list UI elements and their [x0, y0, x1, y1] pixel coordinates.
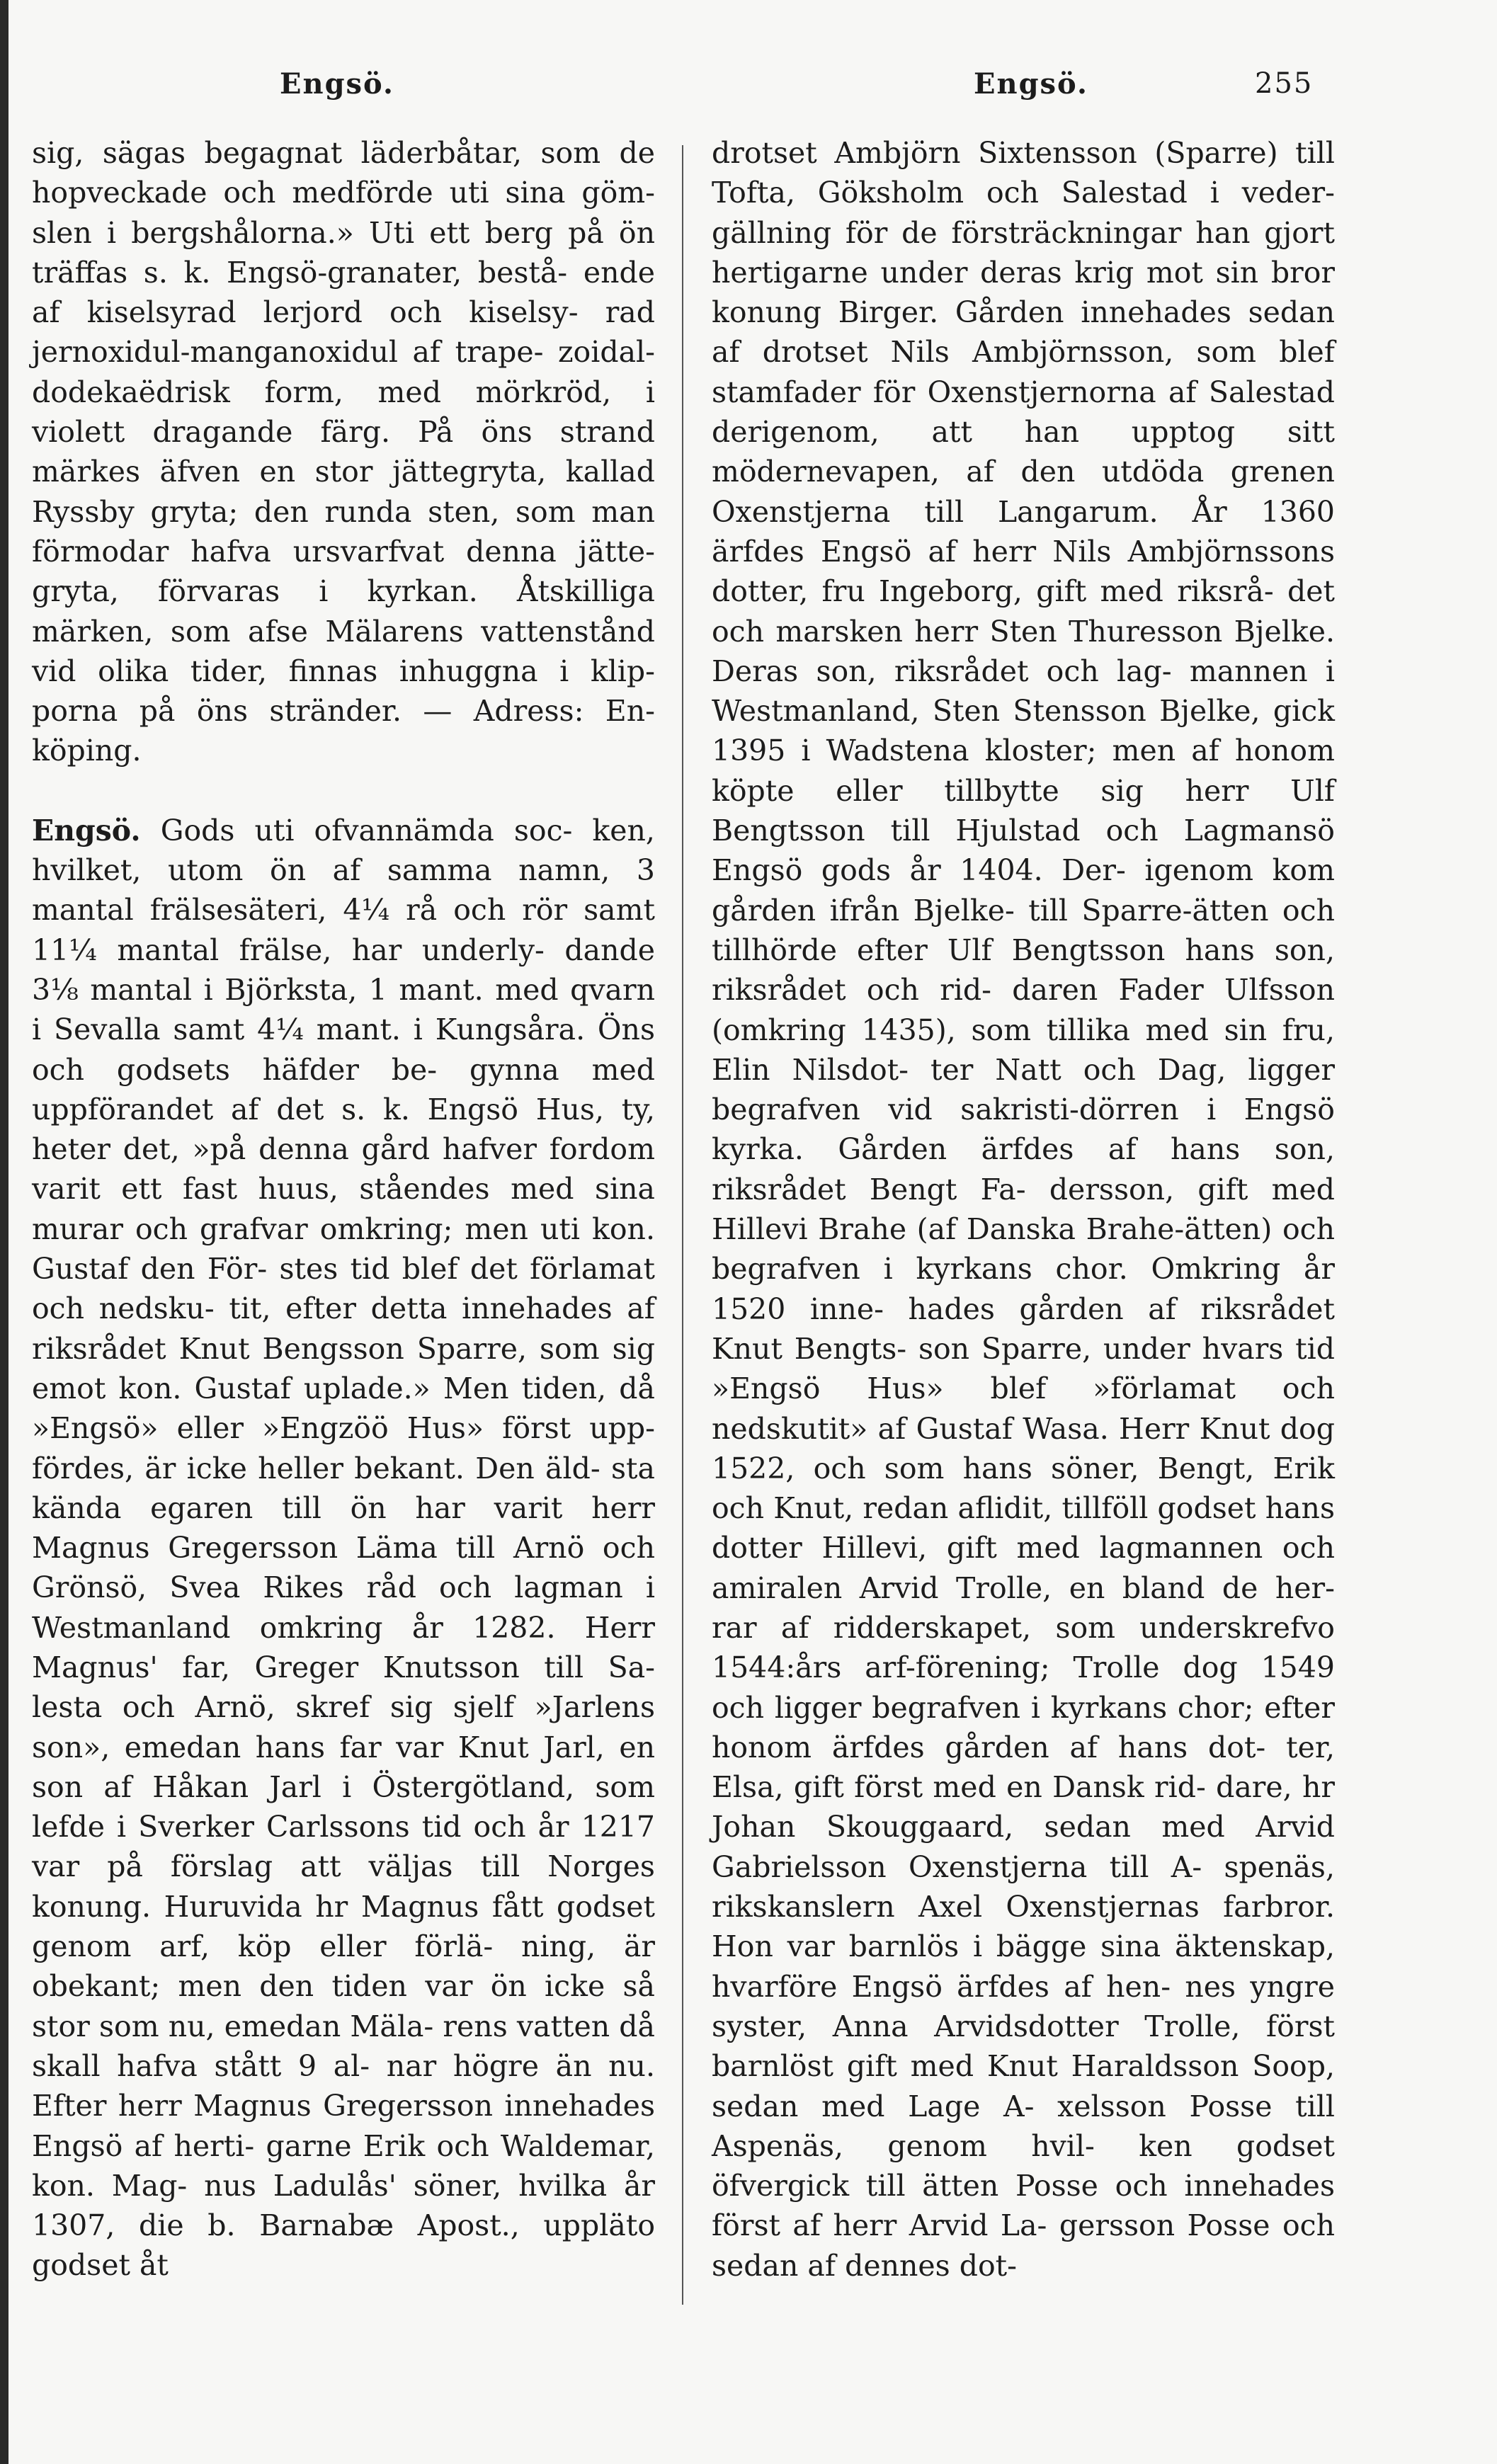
text-line: son Sparre, under hvars tid »Engsö	[712, 1331, 1335, 1406]
text-line: Engsö Hus, ty, heter det, »på denna	[32, 1092, 655, 1167]
text-line: rens vatten då skall hafva stått 9 al-	[32, 2009, 655, 2083]
text-line: 1544:års arf-förening; Trolle dog 1549	[712, 1650, 1335, 1685]
text-line: sig, sägas begagnat läderbåtar, som de	[32, 136, 655, 170]
paragraph-continued	[712, 133, 1335, 2286]
text-line: Westmanland omkring år 1282. Herr	[32, 1610, 655, 1645]
text-line: Gregersson innehades Engsö af herti-	[32, 2089, 655, 2163]
text-line: ön icke så stor som nu, emedan Mäla-	[32, 1969, 655, 2043]
text-line: ning, är obekant; men den tiden var	[32, 1929, 655, 2004]
text-line: dande 3⅛ mantal i Björksta, 1 mant.	[32, 932, 655, 1007]
text-line: gynna med uppförandet af det s. k.	[32, 1052, 655, 1127]
text-line: zoidal-dodekaëdrisk form, med mörkröd,	[32, 335, 655, 409]
running-head-right: Engsö.	[974, 67, 1088, 101]
text-line: Knut Bengsson Sparre, som sig emot	[32, 1331, 655, 1405]
text-line: efter honom ärfdes gården af hans dot-	[712, 1690, 1335, 1764]
text-line: märken, som afse Mälarens vattenstånd	[32, 614, 655, 649]
text-line: rar af ridderskapet, som underskrefvo	[712, 1610, 1335, 1645]
text-line: omkring; men uti kon. Gustaf den För-	[32, 1211, 655, 1287]
text-line: dotter Hillevi, gift med lagmannen och	[712, 1531, 1335, 1565]
text-line: kon. Gustaf uplade.» Men tiden, då	[118, 1371, 655, 1405]
text-line: gersson Posse och sedan af dennes dot-	[712, 2208, 1335, 2283]
text-line: Knut, redan aflidit, tillföll godset hans	[773, 1491, 1335, 1526]
text-line: 3 mantal frälsesäteri, 4¼ rå och rör	[32, 853, 655, 928]
text-line: Magnus Gregersson Läma till Arnö och	[32, 1531, 655, 1565]
text-line: farbror. Hon var barnlös i bägge sina	[712, 1890, 1335, 1964]
text-line: gryta, förvaras i kyrkan. Åtskilliga	[32, 574, 655, 609]
text-line: med qvarn i Sevalla samt 4¼ mant. i	[32, 972, 655, 1047]
text-line: Salestad derigenom, att han upptog sitt	[712, 375, 1335, 450]
text-line: tit, efter detta innehades af riksrådet	[32, 1291, 655, 1366]
text-line: förmodar hafva ursvarfvat denna jätte-	[32, 534, 655, 569]
text-line: drotset Ambjörn Sixtensson (Sparre) till	[712, 136, 1335, 170]
text-line: dersson, gift med Hillevi Brahe (af	[712, 1172, 1335, 1247]
text-line: märkes äfven en stor jättegryta, kallad	[32, 455, 655, 489]
text-line: herr Ulf Bengtsson till Hjulstad och	[712, 773, 1335, 848]
text-line: vid olika tider, finnas inhuggna i klip-	[32, 654, 655, 688]
text-line: Sparre-ätten och tillhörde efter Ulf	[712, 893, 1335, 967]
text-line: äktenskap, hvarföre Engsö ärfdes af hen-	[712, 1929, 1335, 2004]
text-line: ter Natt och Dag, ligger begrafven vid	[712, 1052, 1335, 1127]
text-line: Oxenstjerna till Langarum. År 1360	[712, 494, 1335, 529]
text-line: sedan af drotset Nils Ambjörnsson, som	[712, 295, 1335, 370]
text-line: Lagmansö Engsö gods år 1404. Der-	[712, 814, 1335, 888]
text-line: ärfdes af hans son, riksrådet Bengt Fa-	[712, 1132, 1335, 1207]
text-line: ön träffas s. k. Engsö-granater, bestå-	[32, 215, 655, 290]
text-line: amiralen Arvid Trolle, en bland de her-	[712, 1570, 1335, 1605]
text-line: rad jernoxidul-manganoxidul af trape-	[32, 295, 655, 370]
text-line: Grönsö, Svea Rikes råd och lagman i	[32, 1570, 655, 1605]
text-line: det och marsken herr Sten Thuresson	[712, 574, 1335, 649]
text-line: hertigarne under deras krig mot sin	[712, 255, 1259, 290]
text-line: Bengtsson hans son, riksrådet och rid-	[712, 932, 1335, 1008]
running-head-left: Engsö.	[280, 67, 394, 101]
text-line: Trolle, först barnlöst gift med Knut	[712, 2009, 1335, 2084]
text-line: hopveckade och medförde uti sina göm-	[32, 176, 655, 210]
text-line: lesta och Arnö, skref sig sjelf »Jarlens	[32, 1690, 655, 1725]
text-line: ken, hvilket, utom ön af samma namn,	[32, 813, 655, 888]
paragraph-engso-gods	[32, 811, 655, 2286]
text-line: nes yngre syster, Anna Arvidsdotter	[712, 1969, 1335, 2043]
column-divider	[682, 145, 683, 2305]
text-line: ståendes med sina murar och grafvar	[32, 1172, 655, 1246]
text-line: köping.	[32, 734, 142, 768]
text-line: b. Barnabæ Apost., uppläto godset åt	[32, 2208, 655, 2283]
text-line: mödernevapen, af den utdöda grenen	[712, 455, 1335, 489]
text-line: i violett dragande färg. På öns strand	[32, 375, 655, 450]
text-line: Gods uti ofvannämda soc-	[160, 813, 573, 848]
text-line: sakristi-dörren i Engsö kyrka. Gården	[712, 1093, 1335, 1167]
entry-heading: Engsö.	[32, 813, 141, 848]
text-line: sta kända egaren till ön har varit herr	[32, 1451, 655, 1525]
text-line: Bjelke. Deras son, riksrådet och lag-	[712, 614, 1335, 688]
text-line: men af honom köpte eller tillbytte sig	[712, 734, 1335, 808]
text-line: Tofta, Göksholm och Salestad i veder-	[712, 176, 1335, 210]
text-line: slen i bergshålorna.» Uti ett berg på	[32, 215, 604, 250]
text-line: fördes, är icke heller bekant. Den äld-	[32, 1451, 600, 1485]
text-line: blef stamfader för Oxenstjernorna af	[712, 335, 1335, 409]
text-line: spenäs, rikskanslern Axel Oxenstjernas	[712, 1849, 1335, 1924]
text-line: som lefde i Sverker Carlssons tid och	[32, 1769, 655, 1844]
text-line: gård hafver fordom varit ett fast huus,	[32, 1132, 655, 1207]
text-line: Gustaf Wasa. Herr Knut dog 1522,	[712, 1411, 1335, 1485]
text-line: Norges konung. Huruvida hr Magnus	[32, 1849, 655, 1924]
text-line: igenom kom gården ifrån Bjelke- till	[712, 853, 1335, 928]
text-line: gällning för de försträckningar han gjort	[712, 215, 1335, 250]
text-line: dare, hr Johan Skouggaard, sedan med	[712, 1770, 1335, 1844]
text-line: Danska Brahe-ätten) och begrafven i	[712, 1212, 1335, 1287]
text-line: ter, Elsa, gift först med en Dansk rid-	[712, 1730, 1335, 1805]
text-line: fått godset genom arf, köp eller förlä-	[32, 1889, 656, 1964]
text-line: daren Fader Ulfsson (omkring 1435),	[712, 973, 1335, 1047]
text-line: år 1217 var på förslag att väljas till	[32, 1810, 655, 1884]
text-line: dotter, fru Ingeborg, gift med riksrå-	[712, 574, 1274, 609]
text-line: samt 11¼ mantal frälse, har underly-	[32, 893, 655, 967]
text-line: garne Erik och Waldemar, kon. Mag-	[32, 2128, 655, 2203]
text-line: Arvid Gabrielsson Oxenstjerna till A-	[712, 1810, 1335, 1884]
text-line: och som hans söner, Bengt, Erik och	[712, 1451, 1335, 1526]
text-line: och ligger begrafven i kyrkans chor;	[712, 1690, 1254, 1725]
text-line: Bjelke, gick 1395 i Wadstena kloster;	[712, 694, 1335, 768]
text-line: Kungsåra. Öns och godsets häfder be-	[32, 1013, 655, 1087]
text-line: hades gården af riksrådet Knut Bengts-	[712, 1291, 1335, 1366]
text-line: ende af kiselsyrad lerjord och kiselsy-	[32, 255, 655, 330]
text-line: Hus» blef »förlamat och nedskutit» af	[712, 1371, 1335, 1446]
text-line: nus Ladulås' söner, hvilka år 1307, die	[32, 2168, 655, 2243]
text-line: son», emedan hans far var Knut Jarl,	[32, 1730, 605, 1764]
page-number: 255	[1255, 67, 1314, 100]
text-line: kyrkans chor. Omkring år 1520 inne-	[712, 1252, 1335, 1326]
text-line: nar högre än nu. Efter herr Magnus	[32, 2048, 655, 2123]
text-line: Magnus' far, Greger Knutsson till Sa-	[32, 1650, 655, 1684]
right-column	[712, 133, 1335, 2286]
text-line: »Engsö» eller »Engzöö Hus» först upp-	[32, 1411, 655, 1446]
text-line: en son af Håkan Jarl i Östergötland,	[32, 1730, 655, 1804]
text-line: stes tid blef det förlamat och nedsku-	[32, 1252, 655, 1326]
text-line: xelsson Posse till Aspenäs, genom hvil-	[712, 2089, 1335, 2163]
text-line: ärfdes Engsö af herr Nils Ambjörnssons	[712, 534, 1335, 569]
paragraph-ryssby-gryta	[32, 133, 655, 771]
text-line: mannen i Westmanland, Sten Stensson	[712, 654, 1335, 729]
page-edge-shadow	[0, 0, 8, 2464]
text-line: Haraldsson Soop, sedan med Lage A-	[712, 2049, 1335, 2123]
text-line: ken godset öfvergick till ätten Posse	[712, 2128, 1335, 2203]
text-line: och innehades först af herr Arvid La-	[712, 2169, 1335, 2243]
text-line: porna på öns stränder. — Adress: En-	[32, 694, 655, 729]
text-line: Ryssby gryta; den runda sten, som man	[32, 494, 655, 529]
left-column	[32, 133, 655, 2286]
text-line: som tillika med sin fru, Elin Nilsdot-	[712, 1013, 1335, 1087]
text-line: bror konung Birger. Gården innehades	[712, 255, 1335, 330]
